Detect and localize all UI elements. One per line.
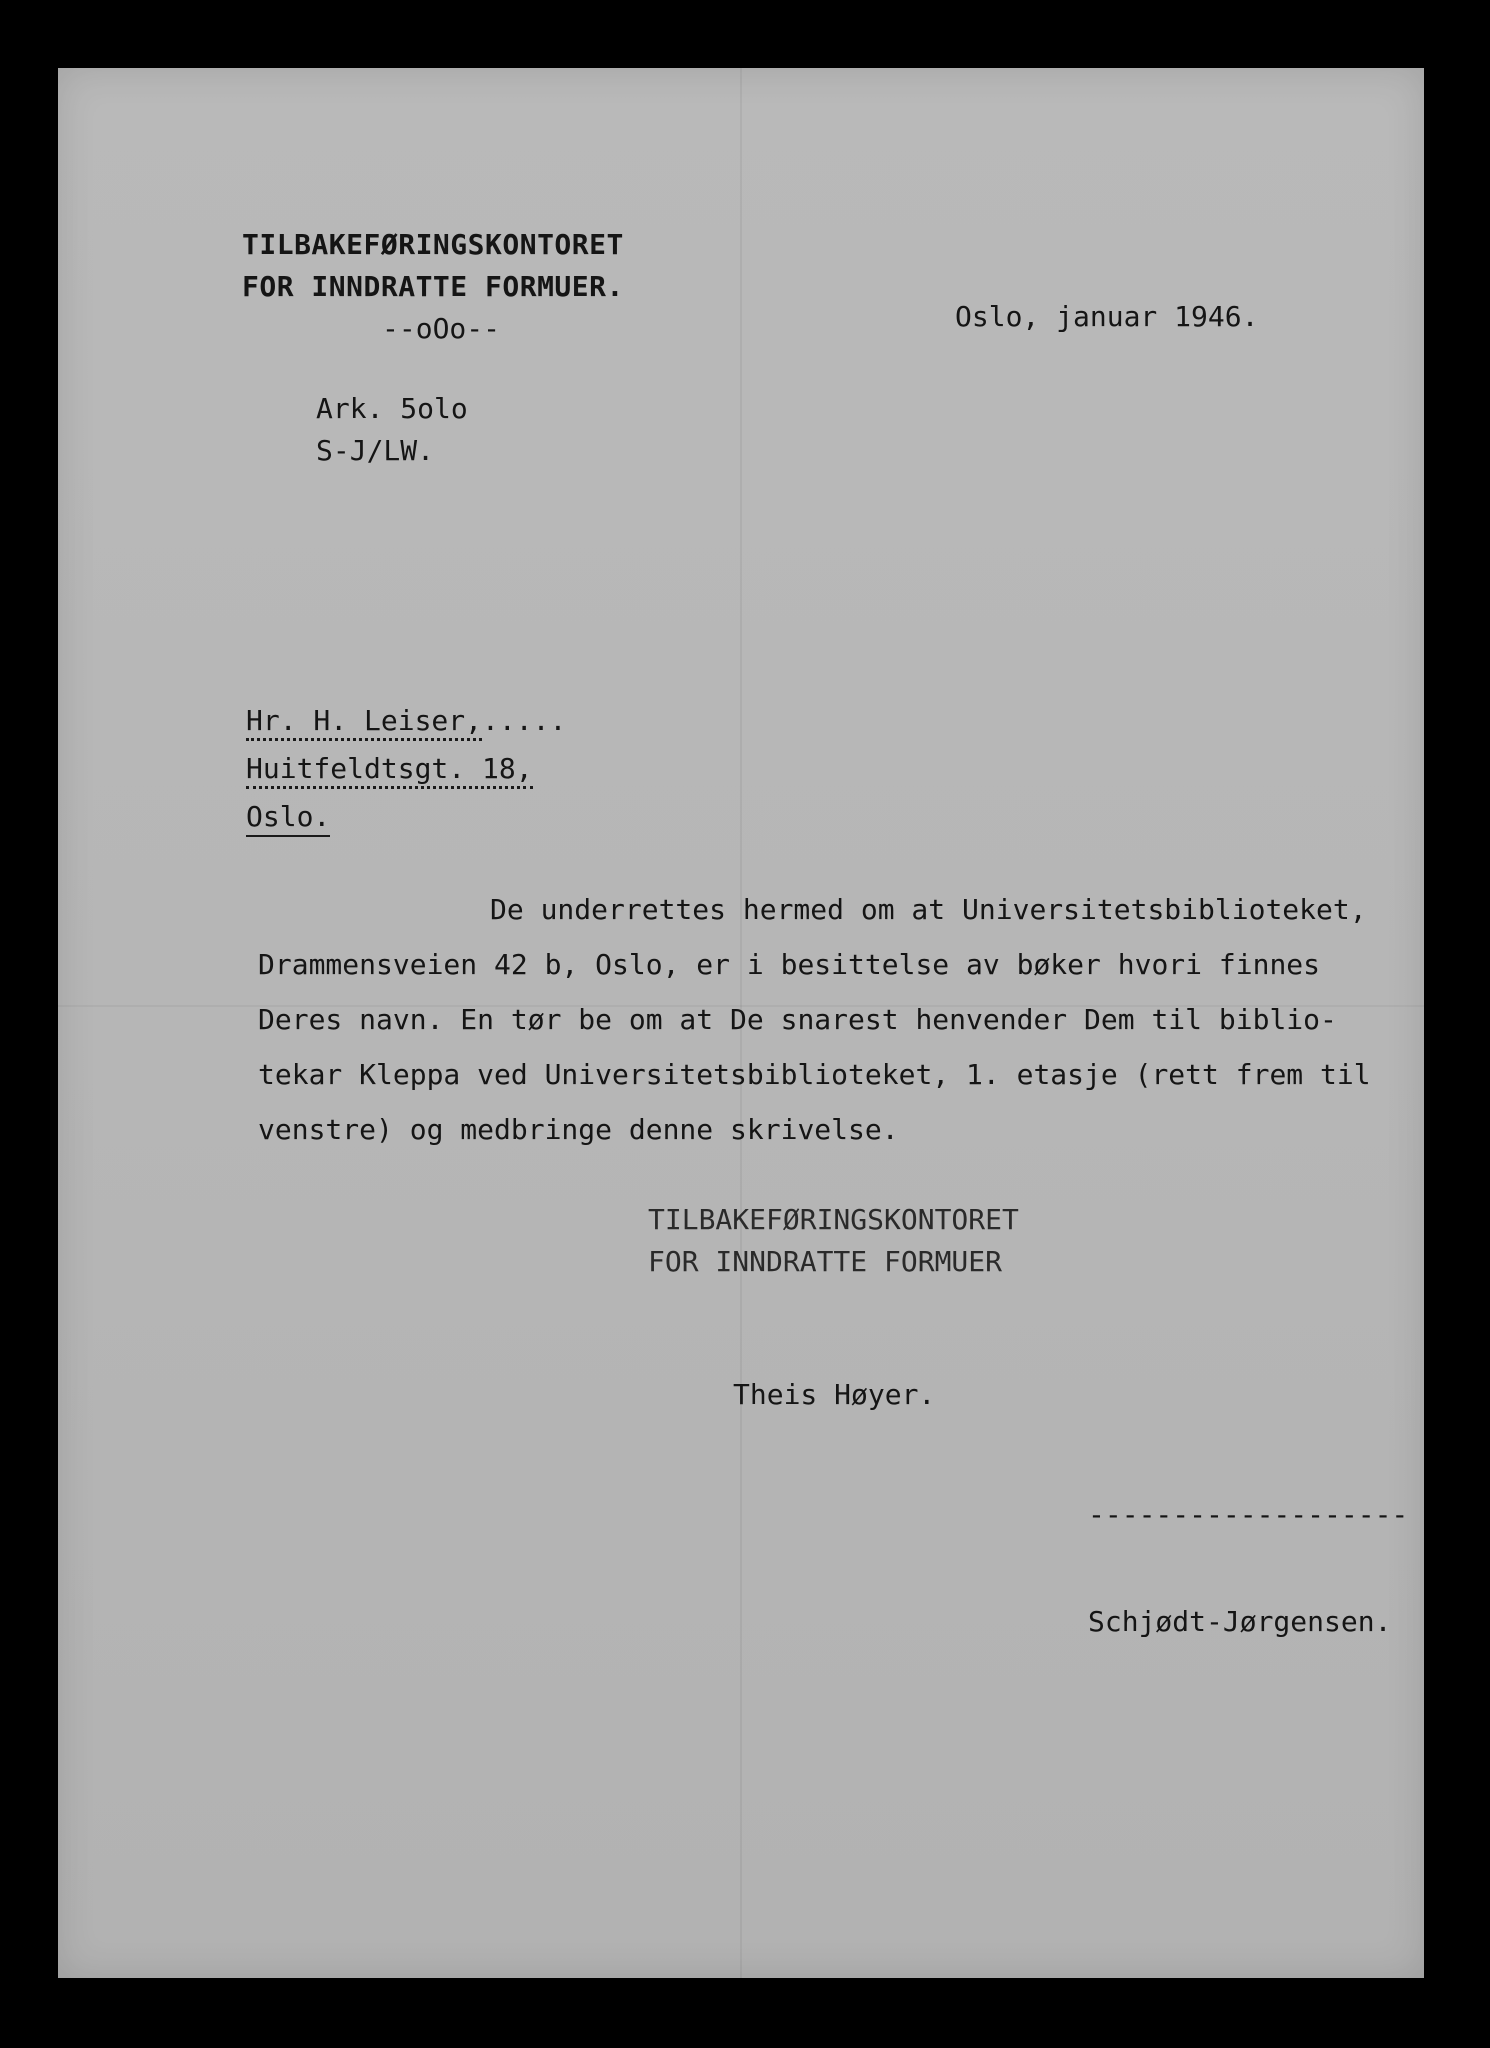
body-line-2: Drammensveien 42 b, Oslo, er i besittelse av bøker hvori finnes (258, 948, 1321, 981)
header-ornament: --oOo-- (382, 312, 501, 345)
signer-name: Theis Høyer. (733, 1378, 936, 1411)
body-line-3: Deres navn. En tør be om at De snarest henvender Dem til biblio- (258, 1003, 1337, 1036)
signature-line: ------------------- (1088, 1498, 1409, 1531)
closing-org-line2: FOR INNDRATTE FORMUER (648, 1245, 1003, 1278)
recipient-street-line (246, 752, 533, 786)
body-line-5: venstre) og medbringe denne skrivelse. (258, 1113, 899, 1146)
body-line-1: De underrettes hermed om at Universitetsbiblioteket, (490, 893, 1367, 926)
initials-reference: S-J/LW. (316, 434, 435, 467)
recipient-street: Huitfeldtsgt. 18, (246, 752, 533, 789)
recipient-city-line (246, 800, 330, 834)
header-org-line1: TILBAKEFØRINGSKONTORET (242, 228, 624, 261)
header-org-line2: FOR INNDRATTE FORMUER. (242, 270, 624, 303)
closing-org-line1: TILBAKEFØRINGSKONTORET (648, 1203, 1019, 1236)
archive-reference: Ark. 5olo (316, 392, 468, 425)
letter-date: Oslo, januar 1946. (955, 300, 1259, 333)
recipient-name: Hr. H. Leiser, (246, 704, 482, 741)
signatory-name: Schjødt-Jørgensen. (1088, 1605, 1392, 1638)
recipient-name-line (246, 704, 566, 738)
recipient-city: Oslo. (246, 800, 330, 837)
recipient-name-dots: ..... (482, 704, 567, 737)
body-line-4: tekar Kleppa ved Universitetsbiblioteket, 1. etasje (rett frem til (258, 1058, 1371, 1091)
